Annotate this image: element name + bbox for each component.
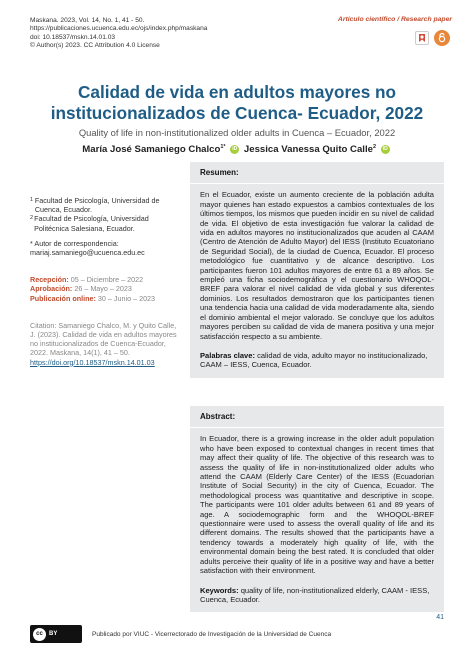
- header-line: Maskana. 2023, Vol. 14, No. 1, 41 - 50.: [30, 17, 145, 24]
- affiliation-text: Facultad de Psicología, Universidad de Cuenca, Ecuador.: [34, 196, 160, 215]
- footer: [30, 625, 331, 643]
- header-line: https://publicaciones.ucuenca.edu.ec/ojs/index.php/maskana: [30, 25, 208, 33]
- paper-subtitle: Quality of life in non-institutionalized older adults in Cuenca – Ecuador, 2022: [78, 127, 396, 138]
- abstract-keywords: [200, 576, 434, 605]
- cc-license-badge[interactable]: [30, 625, 82, 643]
- author-name: Jessica Vanessa Quito Calle: [243, 144, 373, 156]
- affiliation: [30, 196, 182, 214]
- journal-header: [30, 17, 207, 51]
- correspondence: [30, 239, 182, 257]
- affiliation-number: 2: [30, 215, 34, 222]
- orcid-icon[interactable]: iD: [232, 146, 238, 153]
- keywords-text: quality of life, non-institutionalized elderly, CAAM - IESS, Cuenca, Ecuador.: [200, 585, 430, 604]
- page-number: 41: [436, 614, 444, 621]
- abstract-box: [190, 406, 444, 612]
- cc-icon: cc: [33, 628, 46, 641]
- author-affil-mark: 2: [372, 144, 377, 150]
- orcid-icon[interactable]: iD: [382, 146, 388, 153]
- author-name: María José Samaniego Chalco: [82, 144, 221, 156]
- header-line: © Author(s) 2023. CC Attribution 4.0 License: [30, 42, 160, 50]
- approved-date: 26 – Mayo – 2023: [74, 284, 132, 294]
- abstract-text: In Ecuador, there is a growing increase in the older adult population who have been exposed to contextual changes in recent times that may affect their quality of life. The objective of this research was to assess the quality of life in non-institutionalized older adults who attend the CAAM (Elderly Care Center) of the IESS (Ecuadorian Institute of Social Security) in the city of Cuenca, Ecuador. The methodological process was quantitative and descriptive in scope. The participants were 101 older adults between 61 and 89 years of age. A sociodemographic form and the WHOQOL-BREF questionnaire were used to assess the overall quality of life and its different domains. The results showed that the participants have a tendency towards a moderately high quality of life, with the environmental domain being the best rated. It is concluded that older adults perceive their quality of life in a positive way and have a better satisfaction with their environment.: [200, 434, 434, 576]
- sidebar: [30, 196, 182, 367]
- online-label: Publicación online:: [30, 293, 96, 303]
- open-access-icon: [434, 30, 450, 46]
- affiliation-number: 1: [30, 197, 34, 203]
- article-type: Artículo científico / Research paper: [337, 16, 452, 23]
- resumen-label: Resumen:: [200, 168, 239, 177]
- approved-label: Aprobación:: [30, 284, 73, 294]
- correspondence-label: * Autor de correspondencia:: [30, 238, 119, 248]
- resumen-box: [190, 162, 444, 378]
- citation-doi-link[interactable]: https://doi.org/10.18537/mskn.14.01.03: [30, 357, 155, 367]
- dates: [30, 275, 182, 303]
- received-date: 05 – Diciembre – 2022: [70, 275, 144, 285]
- keywords-label: Palabras clave:: [200, 350, 255, 360]
- citation: [30, 321, 182, 367]
- correspondence-email[interactable]: mariaj.samaniego@ucuenca.edu.ec: [30, 248, 145, 258]
- citation-text: Citation: Samaniego Chalco, M. y Quito Calle, J. (2023). Calidad de vida en adultos mayores no institucionalizados de Cuenca-Ecuador, 2022. Maskana, 14(1), 41 – 50.: [30, 320, 177, 358]
- affiliation: [30, 214, 182, 232]
- header-line: doi: 10.18537/mskn.14.01.03: [30, 33, 116, 41]
- abstract-label: Abstract:: [200, 412, 236, 421]
- cc-by-label: BY: [49, 631, 58, 637]
- author-affil-mark: 1*: [220, 144, 226, 150]
- crossmark-icon[interactable]: [415, 31, 429, 45]
- online-date: 30 – Junio – 2023: [97, 293, 156, 303]
- affiliation-text: Facultad de Psicología, Universidad Politécnica Salesiana, Ecuador.: [34, 214, 149, 233]
- publisher-text: Publicado por VIUC - Vicerrectorado de Investigación de la Universidad de Cuenca: [92, 630, 332, 638]
- keywords-label: Keywords:: [200, 585, 239, 595]
- received-label: Recepción:: [30, 275, 69, 285]
- keywords-text: calidad de vida, adulto mayor no institucionalizado, CAAM – IESS, Cuenca, Ecuador.: [200, 350, 428, 370]
- journal-logos: [415, 30, 450, 46]
- author-line: [30, 144, 444, 155]
- resumen-text: En el Ecuador, existe un aumento creciente de la población adulta mayor quienes han estado expuestos a cambios contextuales de los últimos tiempos, los mismos que pueden incidir en su nivel de calidad de vida. El objetivo de esta investigación fue valorar la calidad de vida en adultos mayores no institucionalizados que acuden al CAAM (Centro de Atención de Adulto Mayor) del IESS (Instituto Ecuatoriano de Seguridad Social), de la ciudad de Cuenca, Ecuador. El proceso metodológico fue cuantitativo y de alcance descriptivo. Los participantes fueron 101 adultos mayores de entre 61 a 89 años. Se empleó una ficha sociodemográfica y el cuestionario WHOQOL-BREF para valorar el nivel calidad de vida global y sus diferentes dominios. Los resultados demostraron que los participantes tienen una tendencia hacia una calidad de vida moderadamente alta, siendo el dominio ambiental el mejor valorado. Se concluye que los adultos mayores perciben su calidad de vida de manera positiva y una mejor satisfacción respecto a su ambiente.: [200, 190, 434, 341]
- paper-title: Calidad de vida en adultos mayores no institucionalizados de Cuenca- Ecuador, 2022: [50, 82, 424, 123]
- resumen-keywords: [200, 341, 434, 370]
